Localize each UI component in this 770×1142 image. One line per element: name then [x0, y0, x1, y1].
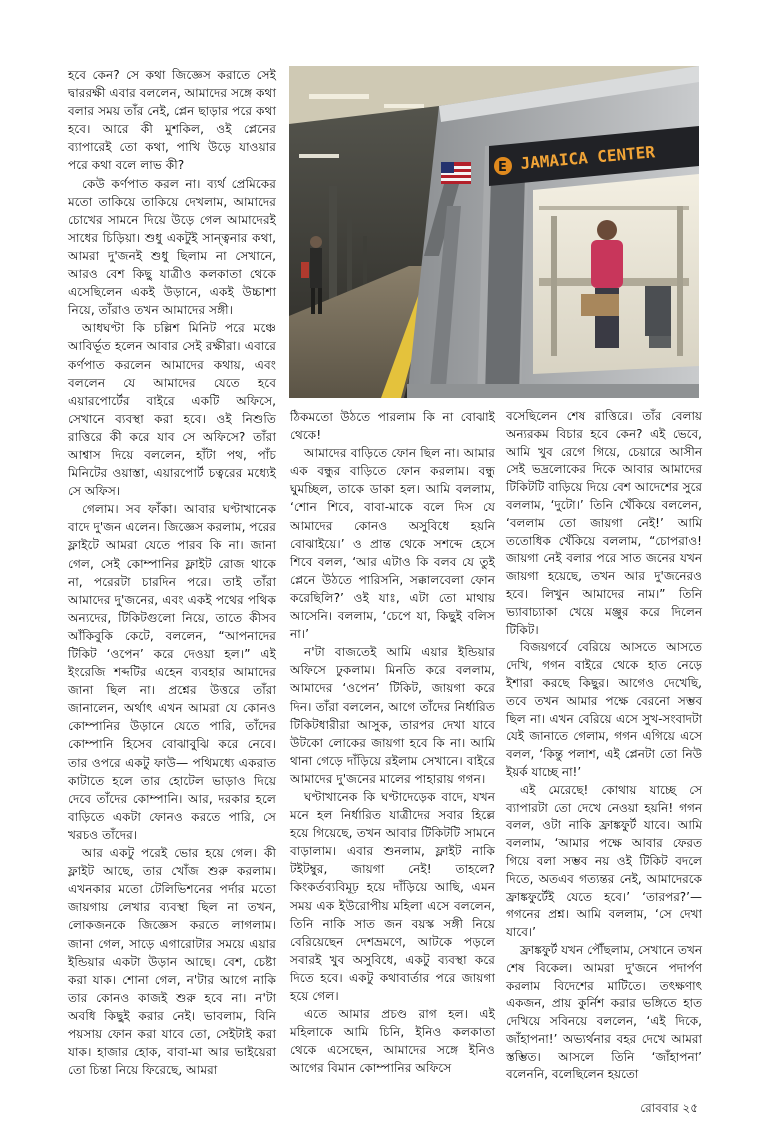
paragraph: এতে আমার প্রচণ্ড রাগ হল। এই মহিলাকে আমি চিনি, ইনিও কলকাতা থেকে এসেছেন, আমাদের সঙ্গে ইনিও আগের বিমান কোম্পানির অফিসে	[290, 1007, 495, 1076]
american-flag	[441, 162, 471, 184]
paragraph: এই মেরেছে! কোথায় যাচ্ছে সে ব্যাপারটা তো দেখে নেওয়া হয়নি! গগন বলল, ওটা নাকি ফ্রাঙ্কফুর্ট যাবে। আমি বললাম, ‘আমার পক্ষে আবার ফেরত গিয়ে বলা সম্ভব নয় ওই টিকিট বদলে দিতে, অতএব গত্যন্তর নেই, আমাদেরকে ফ্রাঙ্কফুর্টেই যেতে হবে।’ ‘তারপর?’— গগনের প্রশ্ন। আমি বললাম, ‘সে দেখা যাবে।’	[506, 782, 702, 940]
paragraph: বিজয়গর্বে বেরিয়ে আসতে আসতে দেখি, গগন বাইরে থেকে হাত নেড়ে ইশারা করছে কিছুর। আগেও দেখেছি, তবে তখন আমার পক্ষে বেরনো সম্ভব ছিল না। এখন বেরিয়ে এসে সুখ-সংবাদটা যেই জানাতে গেলাম, গগন এগিয়ে এসে বলল, ‘কিন্তু পলাশ, এই প্লেনটা তো নিউ ইয়র্ক যাচ্ছে না!’	[506, 640, 702, 779]
text-column-2	[290, 408, 495, 1077]
text-column-1	[68, 66, 276, 1079]
paragraph: ন'টা বাজতেই আমি এয়ার ইন্ডিয়ার অফিসে ঢুকলাম। মিনতি করে বললাম, আমাদের ‘ওপেন’ টিকিট, জায়গা করে দিন। তাঁরা বললেন, আগে তাঁদের নির্ধারিত টিকিটধারীরা আসুক, তারপর দেখা যাবে উটকো লোকের জায়গা হবে কি না। আমি থানা গেড়ে দাঁড়িয়ে রইলাম সেখানে। বাইরে আমাদের দু'জনের মালের পাহারায় গগন।	[290, 645, 495, 786]
paragraph: গেলাম। সব ফাঁকা। আবার ঘণ্টাখানেক বাদে দু'জন এলেন। জিজ্ঞেস করলাম, পরের ফ্লাইটে আমরা যেতে পারব কি না। জানা গেল, সেই কোম্পানির ফ্লাইট রোজ থাকে না, পরেরটা চারদিন পরে। তাই তাঁরা আমাদের দু'জনের, এবং একই পথের পথিক অন্যদের, টিকিটগুলো নিয়ে, তাতে কীসব আঁকিবুকি কেটে, বললেন, “আপনাদের টিকিট ‘ওপেন’ করে দেওয়া হল।” এই ইংরেজি শব্দটির এহেন ব্যবহার আমাদের জানা ছিল না। প্রশ্নের উত্তরে তাঁরা জানালেন, অর্থাৎ এখন আমরা যে কোনও কোম্পানির উড়ানে যেতে পারি, তাঁদের কোম্পানি হিসেব বোঝাবুঝি করে নেবে। তার ওপরে একটু ফাউ— পথিমধ্যে একরাত কাটাতে হলে তার হোটেল ভাড়াও দিয়ে দেবে তাঁদের কোম্পানি। আর, দরকার হলে বাড়িতে একটা ফোনও করতে পারি, সে খরচও তাঁদের।	[68, 502, 276, 842]
paragraph: আধঘণ্টা কি চল্লিশ মিনিট পরে মঞ্চে আবির্ভূত হলেন আবার সেই রক্ষীরা। এবারে কর্ণপাত করলেন আমাদের কথায়, এবং বললেন যে আমাদের যেতে হবে এয়ারপোর্টের বাইরে একটি অফিসে, সেখানে ব্যবস্থা করা হবে। ওই নিশুতি রাত্তিরে কী করে যাব সে অফিসে? তাঁরা আশ্বাস দিয়ে বললেন, হাঁটা পথ, পাঁচ মিনিটের ওয়াস্তা, এয়ারপোর্ট চত্বরের মধ্যেই সে অফিস।	[68, 321, 276, 499]
paragraph: আর একটু পরেই ভোর হয়ে গেল। কী ফ্লাইট আছে, তার খোঁজ শুরু করলাম। এখনকার মতো টেলিভিশনের পর্দার মতো জায়গায় লেখার ব্যবস্থা ছিল না তখন, লোকজনকে জিজ্ঞেস করতে লাগলাম। জানা গেল, সাড়ে এগারোটার সময়ে এয়ার ইন্ডিয়ার একটা উড়ান আছে। বেশ, চেষ্টা করা যাক। শোনা গেল, ন'টার আগে নাকি তার কোনও কাজই শুরু হবে না। ন'টা অবধি কিছুই করার নেই। ভাবলাম, বিনি পয়সায় ফোন করা যাবে তো, সেইটাই করা যাক। হাজার হোক, বাবা-মা আর ভাইয়েরা তো চিন্তা নিয়ে ফিরেছে, আমরা	[68, 846, 276, 1078]
paragraph: ঠিকমতো উঠতে পারলাম কি না বোঝাই থেকে!	[290, 410, 495, 443]
destination-text: JAMAICA CENTER	[519, 142, 656, 173]
paragraph: হবে কেন? সে কথা জিজ্ঞেস করাতে সেই দ্বাররক্ষী এবার বললেন, আমাদের সঙ্গে কথা বলার সময় তাঁর নেই, প্লেন ছাড়ার পরে কথা হবে। আরে কী মুশকিল, ওই প্লেনের ব্যাপারেই তো কথা, পাখি উড়ে যাওয়ার পরে কথা বলে লাভ কী?	[68, 68, 276, 173]
text-column-3	[506, 408, 702, 1084]
paragraph: বসেছিলেন শেষ রাত্তিরে। তাঁর বেলায় অন্যরকম বিচার হবে কেন? এই ভেবে, আমি খুব রেগে গিয়ে, চেয়ারে আসীন সেই ভদ্রলোকের দিকে আবার আমাদের টিকিটটি বাড়িয়ে দিয়ে বেশ আদেশের সুরে বললাম, ‘দুটো।’ তিনি খেঁকিয়ে বললেন, ‘বললাম তো জায়গা নেই!’ আমি ততোধিক খেঁকিয়ে বললাম, “চোপরাও! জায়গা নেই বলার পরে সাত জনের যখন জায়গা হয়েছে, তখন আর দু'জনেরও হবে। লিখুন আমাদের নাম।” তিনি ভ্যাবাচ্যাকা খেয়ে মঞ্জুর করে দিলেন টিকিট।	[506, 409, 702, 637]
route-letter: E	[498, 160, 507, 175]
subway-photo	[289, 66, 699, 398]
paragraph: ঘণ্টাখানেক কি ঘণ্টাদেড়েক বাদে, যখন মনে হল নির্ধারিত যাত্রীদের সবার হিল্লে হয়ে গিয়েছে, তখন আবার টিকিটটি সামনে বাড়ালাম। এবার শুনলাম, ফ্লাইট নাকি টইটম্বুর, জায়গা নেই! তাহলে? কিংকর্তব্যবিমূঢ় হয়ে দাঁড়িয়ে আছি, এমন সময় এক ইউরোপীয় মহিলা এসে বললেন, তিনি নাকি সাত জন বয়স্ক সঙ্গী নিয়ে বেরিয়েছেন দেশভ্রমণে, আটকে পড়লে সবারই খুব অসুবিধে, একটু ব্যবস্থা করে দিতে হবে। একটু কথাবার্তার পরে জায়গা হয়ে গেল।	[290, 789, 495, 1003]
page-footer: রোববার ২৫	[640, 1101, 698, 1115]
paragraph: আমাদের বাড়িতে ফোন ছিল না। আমার এক বন্ধুর বাড়িতে ফোন করলাম। বন্ধু ঘুমচ্ছিল, তাকে ডাকা হল। আমি বললাম, ‘শোন শিবে, বাবা-মাকে বলে দিস যে আমাদের কোনও অসুবিধে হয়নি বোঝাইয়ে।’ ও প্রান্ত থেকে সশব্দে হেসে শিবে বলল, ‘আর এটাও কি বলব যে তুই প্লেনে উঠতে পারিসনি, সক্কালবেলা ফোন করেছিলি?’ ওই যাঃ, এটা তো মাথায় আসেনি। বললাম, ‘চেপে যা, কিছুই বলিস না।’	[290, 446, 495, 642]
subway-train-illustration	[289, 66, 699, 398]
paragraph: কেউ কর্ণপাত করল না। ব্যর্থ প্রেমিকের মতো তাকিয়ে তাকিয়ে দেখলাম, আমাদের চোখের সামনে দিয়ে উড়ে গেল আমাদেরই সাধের চিড়িয়া। শুধু একটুই সান্ত্বনার কথা, আমরা দু'জনই শুধু ছিলাম না সেখানে, আরও বেশ কিছু যাত্রীও কলকাতা থেকে এসেছিলেন একই উড়ানে, একই উচ্চাশা নিয়ে, তাঁরাও তখন আমাদের সঙ্গী।	[68, 176, 276, 318]
paragraph: ফ্রাঙ্কফুর্ট যখন পৌঁছলাম, সেখানে তখন শেষ বিকেল। আমরা দু'জনে পদার্পণ করলাম বিদেশের মাটিতে। তৎক্ষণাৎ একজন, প্রায় কুর্নিশ করার ভঙ্গিতে হাত দেখিয়ে সবিনয়ে বললেন, ‘এই দিকে, জাঁহাপনা!’ অভ্যর্থনার বহর দেখে আমরা স্তম্ভিত। আসলে তিনি ‘জাঁহাপনা’ বলেননি, বলেছিলেন হয়তো	[506, 942, 702, 1082]
